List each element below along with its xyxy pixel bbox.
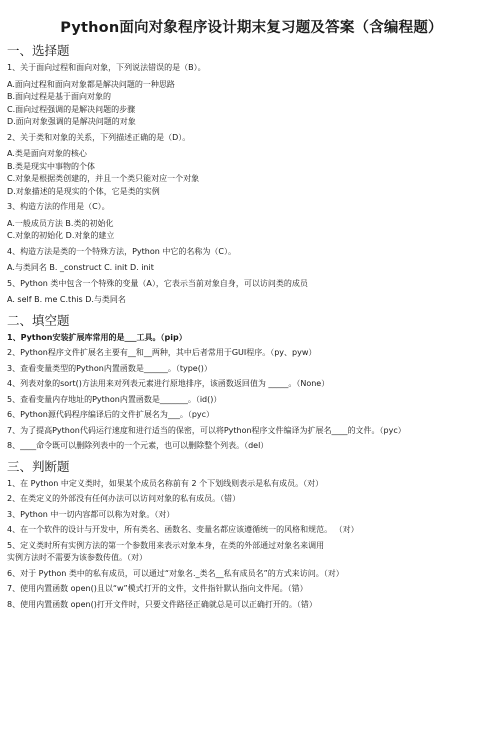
section-heading-choice: 一、选择题 (7, 43, 70, 58)
question-5-options: A. self B. me C.this D.与类同名 (7, 295, 126, 304)
question-1-option-a: A.面向过程和面向对象都是解决问题的一种思路 (7, 79, 175, 89)
question-2-option-a: A.类是面向对象的核心 (7, 149, 87, 158)
question-2: 2、关于类和对象的关系，下列描述正确的是（D）。 (7, 132, 191, 142)
fill-item-1: 1、Python安装扩展库常用的是___工具。（pip） (7, 332, 187, 342)
question-1-option-d: D.面向对象强调的是解决问题的对象 (7, 117, 136, 126)
fill-item-4: 4、列表对象的sort()方法用来对列表元素进行原地排序，该函数返回值为 _____。（None） (7, 379, 330, 388)
fill-item-5: 5、查看变量内存地址的Python内置函数是_______。（id()） (7, 394, 222, 404)
judge-item-3: 3、Python 中一切内容都可以称为对象。（对） (7, 509, 175, 519)
judge-item-5-continued: 实例方法时不需要为该参数传值。（对） (7, 553, 147, 562)
question-1: 1、关于面向过程和面向对象，下列说法错误的是（B）。 (7, 63, 206, 72)
question-4: 4、构造方法是类的一个特殊方法，Python 中它的名称为（C）。 (7, 246, 236, 256)
judge-item-4: 4、在一个软件的设计与开发中，所有类名、函数名、变量名都应该遵循统一的风格和规范。 （对） (7, 525, 359, 534)
question-3-options-cd: C.对象的初始化 D.对象的建立 (7, 231, 115, 240)
question-2-option-b: B.类是现实中事物的个体 (7, 161, 96, 171)
fill-item-3: 3、查看变量类型的Python内置函数是______。（type()） (7, 363, 212, 373)
document-page (0, 16, 504, 729)
question-5: 5、Python 类中包含一个特殊的变量（A），它表示当前对象自身，可以访问类的成员 (7, 278, 308, 288)
question-2-option-d: D.对象描述的是现实的个体，它是类的实例 (7, 186, 160, 196)
fill-item-6: 6、Python源代码程序编译后的文件扩展名为___。（pyc） (7, 410, 215, 419)
section-heading-fill: 二、填空题 (7, 312, 70, 328)
question-3: 3、构造方法的作用是（C）。 (7, 202, 110, 211)
judge-item-7: 7、使用内置函数 open()且以“w”模式打开的文件，文件指针默认指向文件尾。（错） (7, 584, 308, 593)
judge-item-2: 2、在类定义的外部没有任何办法可以访问对象的私有成员。（错） (7, 494, 241, 503)
question-1-option-b: B.面向过程是基于面向对象的 (7, 92, 112, 101)
judge-item-5: 5、定义类时所有实例方法的第一个参数用来表示对象本身，在类的外部通过对象名来调用 (7, 540, 325, 550)
question-3-options-ab: A.一般成员方法 B.类的初始化 (7, 218, 114, 228)
question-2-option-c: C.对象是根据类创建的，并且一个类只能对应一个对象 (7, 174, 200, 183)
document-title: Python面向对象程序设计期末复习题及答案（含编程题） (60, 20, 443, 36)
judge-item-6: 6、对于 Python 类中的私有成员，可以通过“对象名._类名__私有成员名”的方式来访问。（对） (7, 568, 344, 578)
section-heading-judge: 三、判断题 (7, 458, 70, 474)
question-1-option-c: C.面向过程强调的是解决问题的步骤 (7, 104, 136, 114)
question-4-options: A.与类同名 B. _construct C. init D. init (7, 263, 154, 272)
judge-item-1: 1、在 Python 中定义类时，如果某个成员名称前有 2 个下划线则表示是私有成员。（对） (7, 478, 324, 488)
fill-item-8: 8、____命令既可以删除列表中的一个元素，也可以删除整个列表。（del） (7, 441, 269, 450)
judge-item-8: 8、使用内置函数 open()打开文件时，只要文件路径正确就总是可以正确打开的。（错） (7, 599, 317, 609)
fill-item-2: 2、Python程序文件扩展名主要有__和__两种，其中后者常用于GUI程序。（py、pyw） (7, 348, 317, 357)
fill-item-7: 7、为了提高Python代码运行速度和进行适当的保密，可以将Python程序文件编译为扩展名____的文件。（pyc） (7, 425, 406, 435)
